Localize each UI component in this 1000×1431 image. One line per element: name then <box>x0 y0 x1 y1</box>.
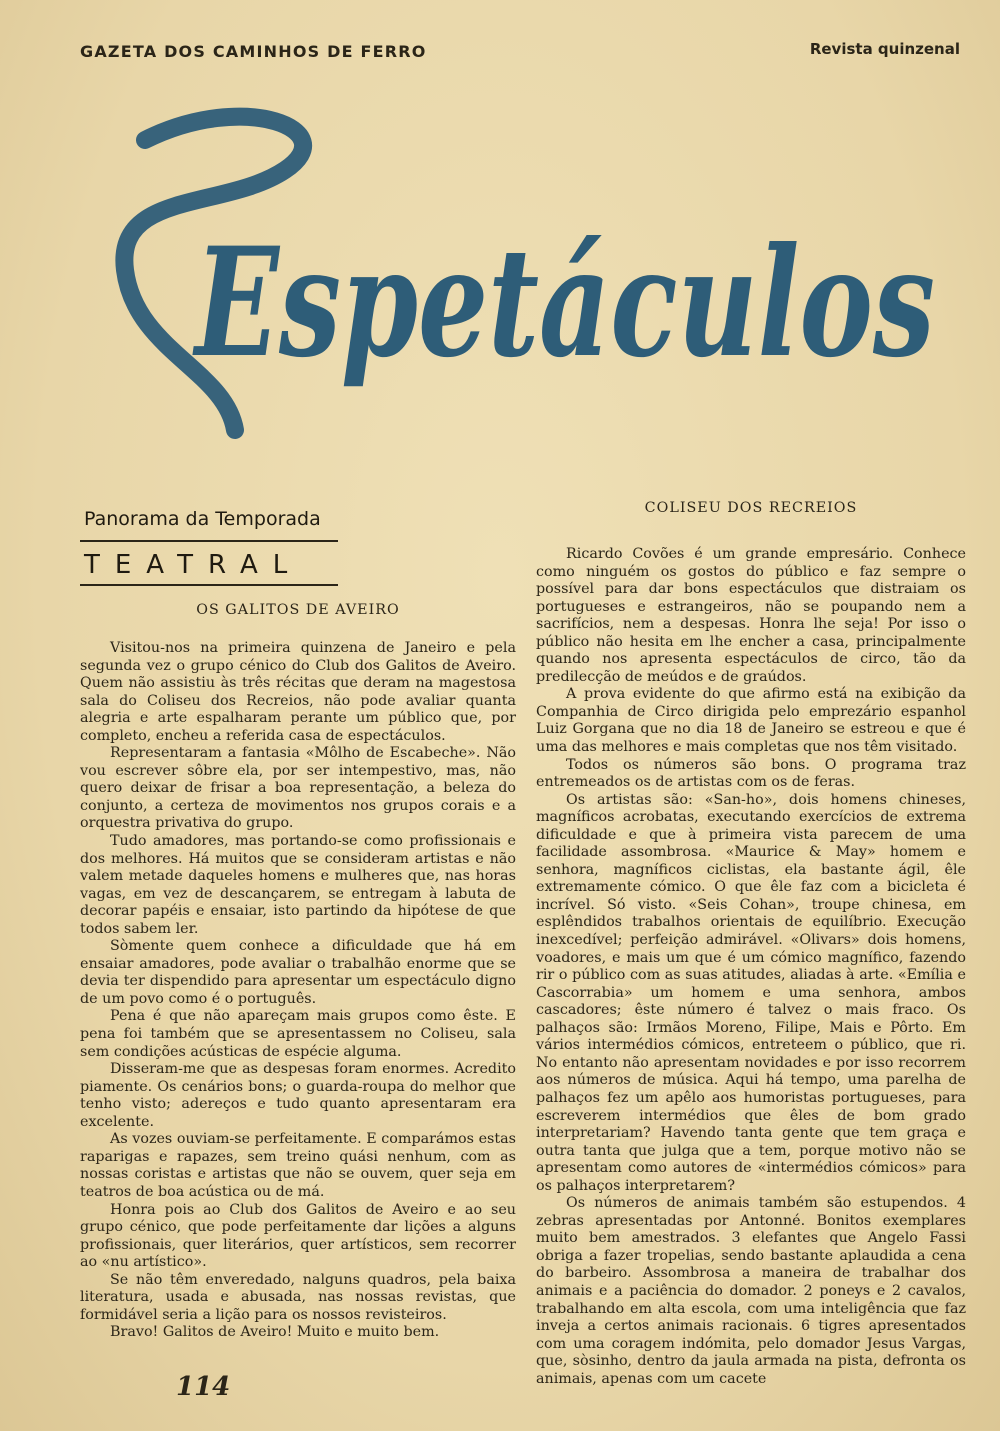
heading-rule-top <box>80 540 338 542</box>
paragraph: Bravo! Galitos de Aveiro! Muito e muito bem. <box>110 1324 440 1341</box>
magazine-frequency: Revista quinzenal <box>809 40 960 58</box>
paragraph: Os artistas são: «San-ho», dois homens chineses, magníficos acrobatas, executando exercícios de extrema dificuldade e que à primeira vista parecem de uma facilidade assombrosa. «Maurice & May» homem e senhora, magníficos ciclistas, ela bastante ágil, êle extremamente cómico. O que êle faz com a bicicleta é incrível. Só visto. «Seis Cohan», troupe chinesa, em esplêndidos trabalhos orientais de equilíbrio. Execução inexcedível; perfeição admirável. «Olivars» dois homens, voadores, e mais um que é um cómico magnífico, fazendo rir o público com as suas atitudes, aliadas à arte. «Emília e Cascorrabia» um homem e uma senhora, ambos cascadores; êste número é talvez o mais fraco. Os palhaços são: Irmãos Moreno, Filipe, Mais e Pôrto. Em vários intermédios cómicos, entreteem o público, que ri. No entanto não apresentam novidades e por isso recorrem aos números de música. Aqui há tempo, uma parelha de palhaços fez um apêlo aos humoristas portugueses, para escreverem intermédios que êles de bom grado interpretariam? Havendo tanta gente que tem graça e outra tanta que julga que a tem, porque motivo não se apresentam como autores de «intermédios cómicos» para os palhaços interpretarem? <box>536 791 966 1194</box>
left-article-title: OS GALITOS DE AVEIRO <box>196 602 400 618</box>
right-article-title: COLISEU DOS RECREIOS <box>644 500 858 516</box>
paragraph: Representaram a fantasia «Môlho de Escabeche». Não vou escrever sôbre ela, por ser intempestivo, mas, não quero deixar de frisar a boa representação, a beleza do conjunto, a certeza de movimentos nos grupos corais e a orquestra privativa do grupo. <box>80 745 516 832</box>
title-text: Espetáculos <box>192 215 935 391</box>
page-number: 114 <box>176 1372 231 1402</box>
paragraph: Ricardo Covões é um grande empresário. Conhece como ninguém os gostos do público e faz sempre o possível para dar bons espectáculos que distraiam os portugueses e estrangeiros, não se poupando nem a sacrifícios, nem a despesas. Honra lhe seja! Por isso o público não hesita em lhe encher a casa, principalmente quando nos apresenta espectáculos de circo, tão da predilecção de meúdos e de graúdos. <box>536 546 966 685</box>
paragraph: Honra pois ao Club dos Galitos de Aveiro e ao seu grupo cénico, que pode perfeitamente dar lições a alguns profissionais, quer literários, quer artísticos, sem recorrer ao «nu artístico». <box>80 1201 516 1271</box>
paragraph: Os números de animais também são estupendos. 4 zebras apresentadas por Antonné. Bonitos exemplares muito bem amestrados. 3 elefantes que Angelo Fassi obriga a fazer tropelias, sendo bastante aplaudida a cena do barbeiro. Assombrosa a maneira de trabalhar dos animais e a paciência do domador. 2 poneys e 2 cavalos, trabalhando em alta escola, com uma inteligência que faz inveja a certos animais racionais. 6 tigres apresentados com uma coragem indómita, pelo domador Jesus Vargas, que, sòsinho, dentro da jaula armada na pista, defronta os animais, apenas com um cacete <box>536 1195 966 1387</box>
left-article-body <box>80 640 516 1342</box>
paragraph: Visitou-nos na primeira quinzena de Janeiro e pela segunda vez o grupo cénico do Club dos Galitos de Aveiro. Quem não assistiu às três récitas que deram na magestosa sala do Coliseu dos Recreios, não pode avaliar quanta alegria e arte espalharam perante um público que, por completo, encheu a referida casa de espectáculos. <box>80 640 516 744</box>
paragraph: Sòmente quem conhece a dificuldade que há em ensaiar amadores, pode avaliar o trabalhão enorme que se devia ter dispendido para apresentar um espectáculo digno de um povo como é o português. <box>80 938 516 1007</box>
paragraph: Se não têm enveredado, nalguns quadros, pela baixa literatura, usada e abusada, nas nossas revistas, que formidável seria a lição para os nossos revisteiros. <box>80 1271 516 1323</box>
spectacles-title <box>85 100 965 480</box>
paragraph: As vozes ouviam-se perfeitamente. E comparámos estas raparigas e rapazes, sem treino quási nenhum, com as nossas coristas e artistas que não se ouvem, quer seja em teatros de boa acústica ou de má. <box>80 1131 516 1200</box>
right-article-body <box>536 546 966 1388</box>
paragraph: Tudo amadores, mas portando-se como profissionais e dos melhores. Há muitos que se consideram artistas e não valem metade daqueles homens e mulheres que, nas horas vagas, em vez de descançarem, se entregam à labuta de decorar papéis e ensaiar, isto partindo da hipótese de que todos sabem ler. <box>80 833 516 937</box>
paragraph: Pena é que não apareçam mais grupos como êste. E pena foi também que se apresentassem no Coliseu, sala sem condições acústicas de espécie alguma. <box>80 1008 516 1060</box>
paragraph: Todos os números são bons. O programa traz entremeados os de artistas com os de feras. <box>536 756 966 791</box>
magazine-name: GAZETA DOS CAMINHOS DE FERRO <box>80 42 427 61</box>
paragraph: Disseram-me que as despesas foram enormes. Acredito piamente. Os cenários bons; o guarda-roupa do melhor que tenho visto; adereços e tudo quanto apresentaram era excelente. <box>80 1061 516 1130</box>
paragraph: A prova evidente do que afirmo está na exibição da Companhia de Circo dirigida pelo emprezário espanhol Luiz Gorgana que no dia 18 de Janeiro se estreou e que é uma das melhores e mais completas que nos têm visitado. <box>536 686 966 756</box>
section-heading: Panorama da Temporada <box>84 508 321 530</box>
heading-rule-bottom <box>80 584 338 586</box>
section-subheading: TEATRAL <box>84 550 303 580</box>
